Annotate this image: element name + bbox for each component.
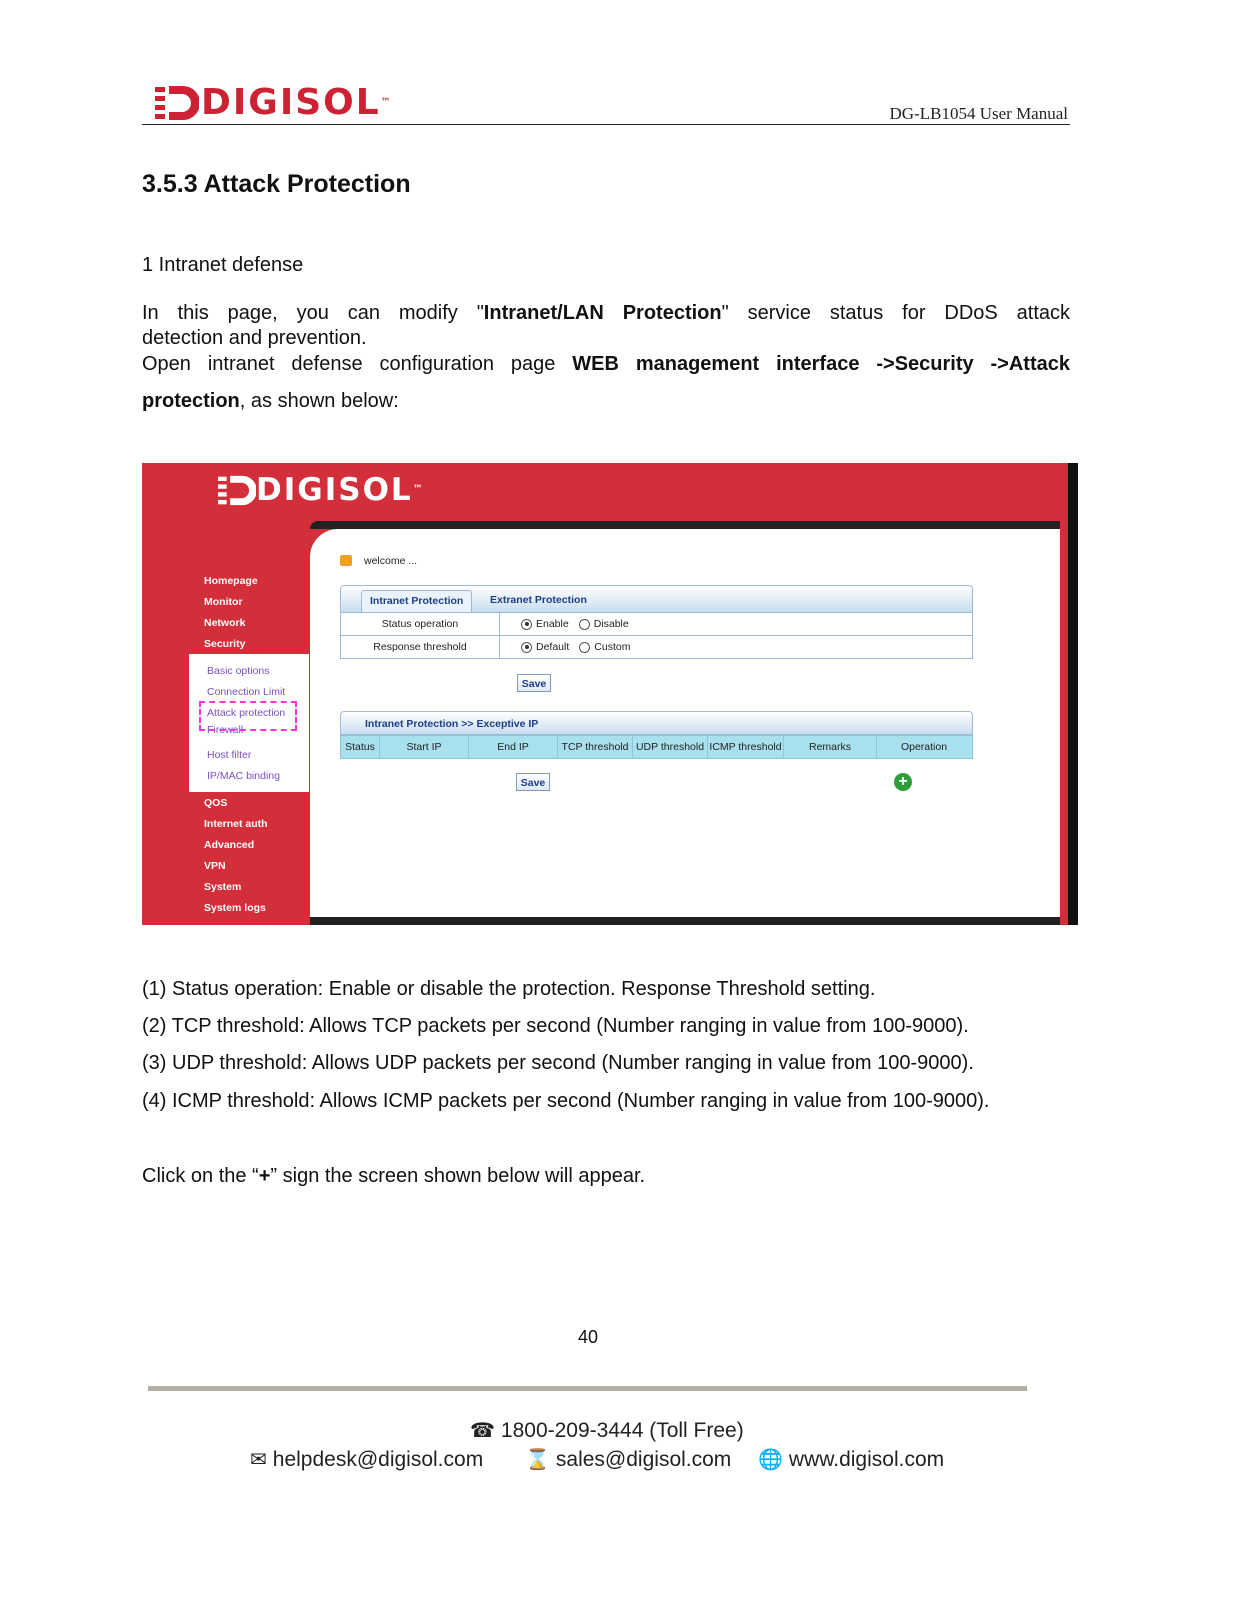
nav-security[interactable]: Security [204,638,246,650]
nav-system-logs[interactable]: System logs [204,902,266,914]
status-operation-label: Status operation [341,613,500,635]
tab-intranet-protection[interactable]: Intranet Protection [361,590,472,612]
disable-radio[interactable] [579,619,590,630]
nav-advanced[interactable]: Advanced [204,839,255,851]
section-title: 3.5.3 Attack Protection [142,170,411,198]
phone-number: 1800-209-3444 (Toll Free) [500,1418,744,1442]
digisol-logo [155,84,391,122]
logo-trademark: ™ [380,97,391,108]
col-status: Status [341,736,380,758]
website-url[interactable]: www.digisol.com [788,1447,945,1471]
router-logo-trademark: ™ [412,484,423,495]
nav-qos[interactable]: QOS [204,797,228,809]
open-line-1 [142,352,1070,377]
custom-radio[interactable] [579,642,590,653]
exceptive-ip-table-header [340,735,973,759]
sales-contact [525,1447,731,1472]
open-text-b: , as shown below: [239,390,399,412]
intro-line-2: detection and prevention. [142,327,367,349]
submenu-firewall[interactable]: Firewall [207,724,244,736]
intro-bold: Intranet/LAN Protection [483,302,722,324]
speaker-icon [340,555,352,566]
col-end-ip: End IP [469,736,558,758]
phone-icon: ☎ [470,1420,495,1442]
open-bold: WEB management interface ->Security ->Attack [572,353,1070,375]
footer-divider [148,1386,1027,1391]
col-remarks: Remarks [784,736,877,758]
submenu-attack-protection[interactable]: Attack protection [207,707,286,719]
intro-line-1 [142,301,1070,326]
col-tcp-threshold: TCP threshold [558,736,633,758]
response-threshold-label: Response threshold [341,636,500,658]
disable-label: Disable [593,618,629,630]
submenu-basic-options[interactable]: Basic options [207,665,270,677]
nav-network[interactable]: Network [204,617,246,629]
router-logo [218,471,423,509]
website-contact [758,1447,944,1472]
col-operation: Operation [900,741,948,753]
click-plus: + [258,1165,271,1187]
save-exceptive-button[interactable]: Save [516,773,550,791]
intro-text-b: " service status for DDoS attack [721,302,1071,324]
submenu-host-filter[interactable]: Host filter [207,749,252,761]
mail-icon: ✉ [250,1449,267,1471]
router-logo-mark-icon [218,474,256,507]
status-operation-row [340,613,973,636]
page-number: 40 [578,1327,599,1347]
submenu-connection-limit[interactable]: Connection Limit [207,686,286,698]
nav-internet-auth[interactable]: Internet auth [204,818,268,830]
add-plus-icon[interactable]: + [894,773,912,791]
logo-wordmark: DIGISOL [201,82,381,123]
intro-text-a: In this page, you can modify " [142,302,484,324]
enable-label: Enable [536,618,569,630]
default-label: Default [536,641,570,653]
custom-label: Custom [594,641,631,653]
exceptive-ip-title: Intranet Protection >> Exceptive IP [365,718,539,730]
tab-extranet-protection[interactable]: Extranet Protection [490,594,587,606]
phone-line [470,1418,744,1443]
screenshot-right-bar [1068,463,1078,925]
note-1: (1) Status operation: Enable or disable the protection. Response Threshold setting. [142,978,876,1000]
highlight-box [199,701,297,731]
col-icmp-threshold: ICMP threshold [708,736,784,758]
content-frame-top [310,521,1060,529]
header-divider [142,124,1070,125]
welcome-text: welcome ... [364,555,418,567]
manual-title: DG-LB1054 User Manual [889,104,1068,123]
col-udp-threshold: UDP threshold [633,736,708,758]
note-2: (2) TCP threshold: Allows TCP packets per second (Number ranging in value from 100-9000). [142,1015,969,1037]
note-3: (3) UDP threshold: Allows UDP packets per second (Number ranging in value from 100-9000). [142,1052,974,1074]
open-line-2 [142,389,1070,414]
save-button[interactable]: Save [517,674,551,692]
open-bold-2: protection [142,390,240,412]
nav-homepage[interactable]: Homepage [204,575,258,587]
digisol-mark-icon [155,84,199,122]
submenu-ipmac-binding[interactable]: IP/MAC binding [207,770,280,782]
router-screenshot [142,463,1078,925]
click-text-b: ” sign the screen shown below will appear. [270,1165,646,1187]
nav-system[interactable]: System [204,881,242,893]
response-threshold-row [340,636,973,659]
click-instruction [142,1164,1070,1189]
helpdesk-contact [250,1447,483,1472]
nav-vpn[interactable]: VPN [204,860,226,872]
enable-radio[interactable] [521,619,532,630]
hourglass-icon: ⌛ [525,1449,550,1471]
protection-tabs [340,585,973,613]
router-logo-wordmark: DIGISOL [256,472,413,508]
exceptive-ip-heading [340,711,973,735]
sales-email[interactable]: sales@digisol.com [555,1447,732,1471]
globe-icon: 🌐 [758,1449,783,1471]
click-text-a: Click on the “ [142,1165,259,1187]
helpdesk-email[interactable]: helpdesk@digisol.com [272,1447,484,1471]
nav-monitor[interactable]: Monitor [204,596,243,608]
col-start-ip: Start IP [380,736,469,758]
default-radio[interactable] [521,642,532,653]
note-4: (4) ICMP threshold: Allows ICMP packets per second (Number ranging in value from 100-9000). [142,1090,990,1112]
open-text-a: Open intranet defense configuration page [142,353,573,375]
subsection-title: 1 Intranet defense [142,254,304,276]
